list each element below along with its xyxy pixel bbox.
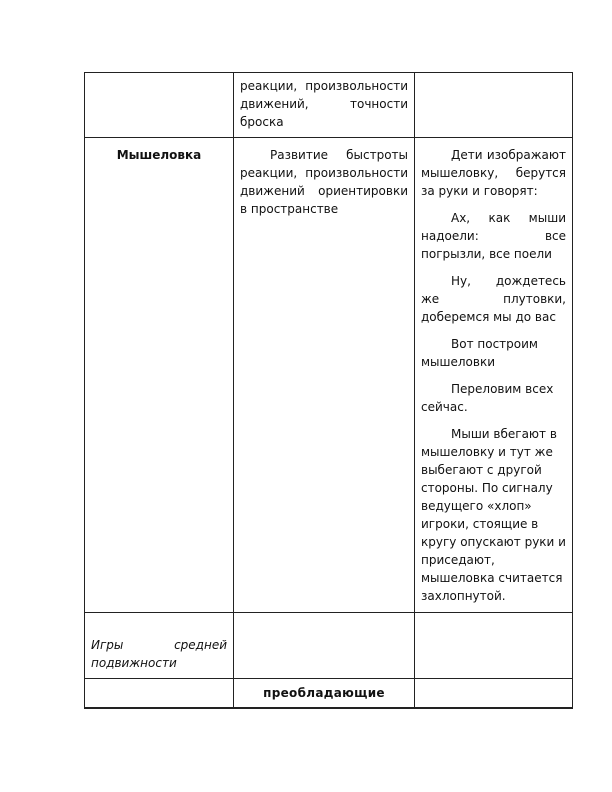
game-goal-text: Развитие быстроты реакции, произвольности движений ориентировки в пространстве <box>240 148 408 216</box>
goal-continuation-text: реакции, произвольности движений, точности броска <box>240 79 408 129</box>
table-cell <box>234 138 415 613</box>
table-cell-empty <box>415 613 573 679</box>
table-cell <box>85 138 234 613</box>
table-cell <box>85 613 234 679</box>
description-paragraph: Ну, дождетесь же плутовки, доберемся мы до вас <box>421 274 566 324</box>
table-cell-empty <box>234 613 415 679</box>
game-name: Мышеловка <box>116 148 202 162</box>
table-cell <box>234 73 415 138</box>
table-cell <box>234 679 415 708</box>
table-cell-empty <box>415 73 573 138</box>
description-paragraph: Мыши вбегают в мышеловку и тут же выбегают с другой стороны. По сигналу ведущего «хлоп» игроки, стоящие в кругу опускают руки и приседают, мышеловка считается захлопнутой. <box>421 427 566 603</box>
description-paragraph: Вот построим мышеловки <box>421 337 538 369</box>
category-label: преобладающие <box>263 685 385 700</box>
group-label: Игры средней подвижности <box>91 638 227 670</box>
games-table <box>84 72 573 709</box>
description-paragraph: Ах, как мыши надоели: все погрызли, все поели <box>421 211 566 261</box>
table-row <box>85 138 573 613</box>
table-row <box>85 679 573 708</box>
description-paragraph: Дети изображают мышеловку, берутся за руки и говорят: <box>421 148 566 198</box>
table-cell <box>415 138 573 613</box>
description-paragraph: Переловим всех сейчас. <box>421 382 554 414</box>
table-cell-empty <box>85 679 234 708</box>
table-cell-empty <box>415 679 573 708</box>
table-row <box>85 73 573 138</box>
table-cell-empty <box>85 73 234 138</box>
table-row <box>85 613 573 679</box>
